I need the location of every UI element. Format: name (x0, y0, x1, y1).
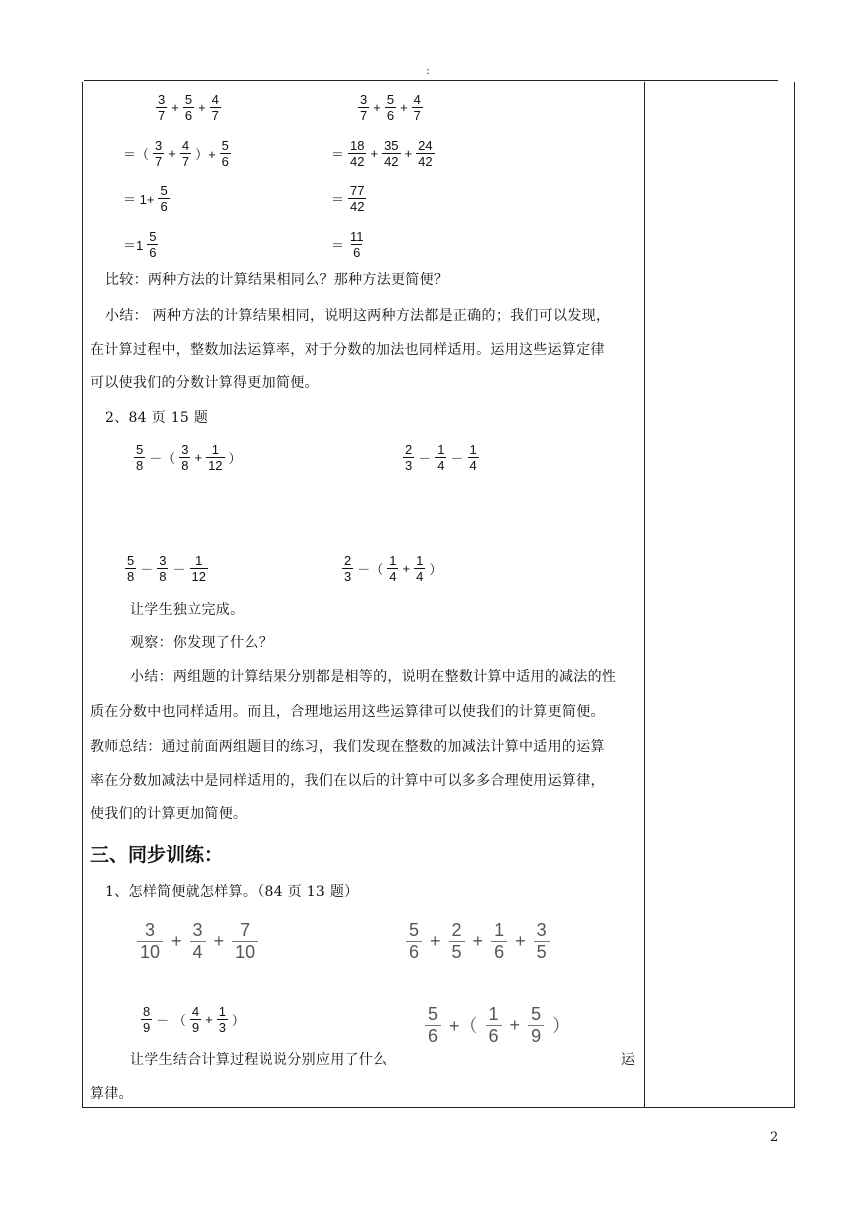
denominator: 6 (491, 941, 507, 963)
numerator: 1 (469, 441, 477, 457)
denominator: 6 (160, 198, 168, 214)
fraction (403, 442, 414, 473)
denominator: 7 (158, 107, 166, 123)
denominator: 8 (159, 568, 167, 584)
compare-question: 比较：两种方法的计算结果相同么？那种方法更简便？ (105, 272, 449, 288)
operator: + (430, 930, 441, 951)
expression-lead: ＝1 (123, 237, 144, 253)
denominator: 6 (386, 107, 395, 123)
fraction (134, 442, 145, 473)
operator: + (404, 145, 413, 161)
operator: ） (231, 1012, 245, 1028)
fraction (358, 92, 369, 123)
worked-step-right-3 (328, 176, 367, 220)
denominator: 12 (208, 457, 223, 473)
denominator: 7 (413, 107, 421, 123)
numerator: 18 (350, 137, 365, 153)
problem-13-a (136, 913, 259, 969)
worked-step-left-2 (120, 131, 232, 175)
numerator: 3 (192, 919, 203, 940)
problem-15-b (402, 435, 480, 479)
summary-1-line-2: 在计算过程中，整数加法运算率，对于分数的加法也同样适用。运用这些运算定律 (90, 342, 605, 358)
operator: + (400, 99, 408, 115)
problem-15-a (133, 435, 245, 479)
summary-2-line-2: 质在分数中也同样适用。而且，合理地运用这些运算律可以使我们的计算更简便。 (90, 704, 605, 720)
denominator: 42 (350, 153, 365, 169)
denominator: 3 (344, 568, 352, 584)
operator: + (373, 99, 381, 115)
numerator: 4 (191, 1003, 200, 1019)
denominator: 6 (149, 244, 157, 260)
numerator: 2 (405, 441, 413, 457)
header-rule (84, 80, 778, 81)
fraction (406, 920, 422, 963)
denominator: 4 (190, 941, 206, 963)
numerator: 5 (127, 552, 135, 568)
denominator: 7 (211, 107, 219, 123)
operator: － (450, 450, 464, 466)
fraction (416, 138, 434, 169)
fraction (348, 138, 366, 169)
fraction (449, 920, 465, 963)
numerator: 8 (143, 1003, 151, 1019)
operator: ） (228, 450, 242, 466)
fraction (156, 92, 167, 123)
denominator: 8 (127, 568, 135, 584)
operator: + (515, 930, 526, 951)
operator: + (194, 449, 203, 465)
fraction (125, 553, 136, 584)
denominator: 4 (389, 568, 397, 584)
fraction (180, 138, 191, 169)
denominator: 5 (449, 941, 465, 963)
problem-13-c (140, 997, 248, 1041)
denominator: 6 (184, 107, 193, 123)
denominator: 42 (384, 153, 399, 169)
expression-lead: ＝（ (123, 146, 150, 162)
worked-step-right-4 (328, 222, 367, 266)
denominator: 3 (218, 1019, 226, 1035)
closing-line-1-end: 运 (621, 1052, 636, 1068)
fraction (206, 442, 224, 473)
operator: + (370, 145, 379, 161)
fraction (534, 920, 550, 963)
denominator: 6 (221, 153, 229, 169)
operator: + (171, 930, 182, 951)
fraction (157, 553, 168, 584)
numerator: 2 (451, 919, 462, 940)
numerator: 5 (531, 1003, 542, 1024)
denominator: 7 (360, 107, 368, 123)
operator: ） (429, 561, 443, 577)
fraction (147, 229, 158, 260)
numerator: 24 (418, 137, 433, 153)
problem-15-c (124, 546, 209, 590)
operator: + (168, 145, 176, 161)
fraction (435, 442, 446, 473)
numerator: 1 (195, 552, 203, 568)
denominator: 6 (353, 244, 361, 260)
summary-1-line-3: 可以使我们的分数计算得更加简便。 (90, 375, 319, 391)
observe-prompt: 观察：你发现了什么？ (130, 635, 273, 651)
fraction (210, 92, 221, 123)
summary-1-line-1: 小结： 两种方法的计算结果相同，说明这两种方法都是正确的；我们可以发现， (105, 308, 611, 324)
numerator: 1 (218, 1003, 226, 1019)
numerator: 1 (437, 441, 445, 457)
denominator: 42 (418, 153, 433, 169)
denominator: 6 (425, 1025, 441, 1047)
worked-step-left-3 (120, 176, 171, 220)
denominator: 7 (181, 153, 190, 169)
worked-step-left-1 (155, 85, 222, 129)
numerator: 3 (159, 552, 167, 568)
numerator: 2 (344, 552, 352, 568)
operator: ） (552, 1016, 571, 1036)
numerator: 77 (350, 182, 365, 198)
operator: － （ (156, 1012, 186, 1028)
table-column-divider (644, 82, 645, 1108)
fraction (468, 442, 479, 473)
denominator: 4 (469, 457, 477, 473)
operator: +（ (449, 1016, 478, 1036)
fraction (141, 1004, 152, 1035)
numerator: 5 (221, 137, 229, 153)
operator: －（ (149, 450, 176, 466)
denominator: 10 (137, 941, 163, 963)
denominator: 8 (181, 457, 189, 473)
expression-lead: ＝ (331, 237, 345, 253)
numerator: 4 (211, 91, 219, 107)
denominator: 6 (486, 1025, 502, 1047)
denominator: 6 (406, 941, 422, 963)
fraction (137, 920, 163, 963)
operator: + (198, 99, 206, 115)
numerator: 1 (416, 552, 424, 568)
fraction (220, 138, 231, 169)
operator: + (213, 930, 225, 951)
numerator: 11 (350, 228, 364, 244)
worked-step-right-1 (357, 85, 424, 129)
fraction (232, 920, 258, 963)
numerator: 1 (488, 1003, 499, 1024)
denominator: 3 (405, 457, 413, 473)
numerator: 5 (409, 919, 420, 940)
fraction (486, 1004, 502, 1047)
fraction (190, 553, 208, 584)
fraction (190, 1004, 201, 1035)
fraction (217, 1004, 228, 1035)
teacher-summary-line-1: 教师总结：通过前面两组题目的练习，我们发现在整数的加减法计算中适用的运算 (90, 739, 605, 755)
fraction (414, 553, 425, 584)
denominator: 8 (136, 457, 144, 473)
numerator: 3 (158, 91, 166, 107)
page-number: 2 (770, 1130, 779, 1145)
problem-13-d (424, 997, 577, 1053)
operator: + (402, 560, 411, 576)
denominator: 12 (191, 568, 206, 584)
fraction (179, 442, 190, 473)
worked-step-left-4 (120, 222, 159, 266)
numerator: 1 (389, 552, 397, 568)
section-3-heading: 三、同步训练： (90, 844, 224, 866)
numerator: 5 (386, 91, 395, 107)
fraction (425, 1004, 441, 1047)
operator: －（ (357, 561, 384, 577)
expression-lead: ＝ (331, 146, 345, 162)
numerator: 7 (240, 919, 251, 940)
numerator: 5 (149, 228, 157, 244)
numerator: 5 (184, 91, 193, 107)
fraction (342, 553, 353, 584)
numerator: 1 (494, 919, 505, 940)
operator: + (205, 1011, 213, 1027)
fraction (348, 229, 366, 260)
worked-step-right-2 (328, 131, 436, 175)
teacher-summary-line-2: 率在分数加减法中是同样适用的，我们在以后的计算中可以多多合理使用运算律， (90, 773, 605, 789)
numerator: 3 (360, 91, 368, 107)
fraction (387, 553, 398, 584)
numerator: 3 (145, 919, 156, 940)
denominator: 9 (191, 1019, 200, 1035)
numerator: 3 (181, 441, 189, 457)
numerator: 3 (155, 137, 163, 153)
numerator: 4 (413, 91, 421, 107)
fraction (385, 92, 396, 123)
expression-lead: ＝ (331, 191, 345, 207)
denominator: 10 (232, 941, 258, 963)
denominator: 9 (143, 1019, 151, 1035)
teacher-summary-line-3: 使我们的计算更加简便。 (90, 806, 248, 822)
denominator: 7 (155, 153, 163, 169)
fraction (190, 920, 206, 963)
fraction (348, 183, 366, 214)
problem-13-b (405, 913, 551, 969)
denominator: 5 (534, 941, 550, 963)
operator: + (472, 930, 484, 951)
operator: + (171, 99, 179, 115)
independent-note: 让学生独立完成。 (130, 602, 245, 618)
fraction (382, 138, 400, 169)
header-mark: : (426, 64, 430, 77)
operator: + (509, 1014, 521, 1035)
fraction (158, 183, 169, 214)
numerator: 5 (136, 441, 144, 457)
closing-line-2: 算律。 (90, 1086, 133, 1102)
numerator: 3 (536, 919, 547, 940)
operator: － (140, 561, 154, 577)
question-2-heading: 2、84 页 15 题 (105, 410, 209, 426)
operator: － (418, 450, 432, 466)
numerator: 5 (160, 182, 168, 198)
closing-line-1: 让学生结合计算过程说说分别应用了什么 (130, 1052, 388, 1068)
fraction (491, 920, 507, 963)
numerator: 4 (181, 137, 190, 153)
exercise-1-heading: 1、怎样简便就怎样算。（84 页 13 题） (105, 884, 359, 900)
operator: － (172, 561, 186, 577)
fraction (153, 138, 164, 169)
denominator: 4 (416, 568, 424, 584)
numerator: 35 (384, 137, 399, 153)
numerator: 1 (211, 441, 219, 457)
fraction (183, 92, 194, 123)
expression-lead: ＝ 1+ (123, 191, 155, 207)
denominator: 4 (437, 457, 445, 473)
operator: ）+ (195, 146, 216, 162)
fraction (412, 92, 423, 123)
numerator: 5 (428, 1003, 439, 1024)
denominator: 9 (528, 1025, 544, 1047)
problem-15-d (341, 546, 445, 590)
summary-2-line-1: 小结：两组题的计算结果分别都是相等的，说明在整数计算中适用的减法的性 (130, 669, 617, 685)
denominator: 42 (350, 198, 365, 214)
fraction (528, 1004, 544, 1047)
